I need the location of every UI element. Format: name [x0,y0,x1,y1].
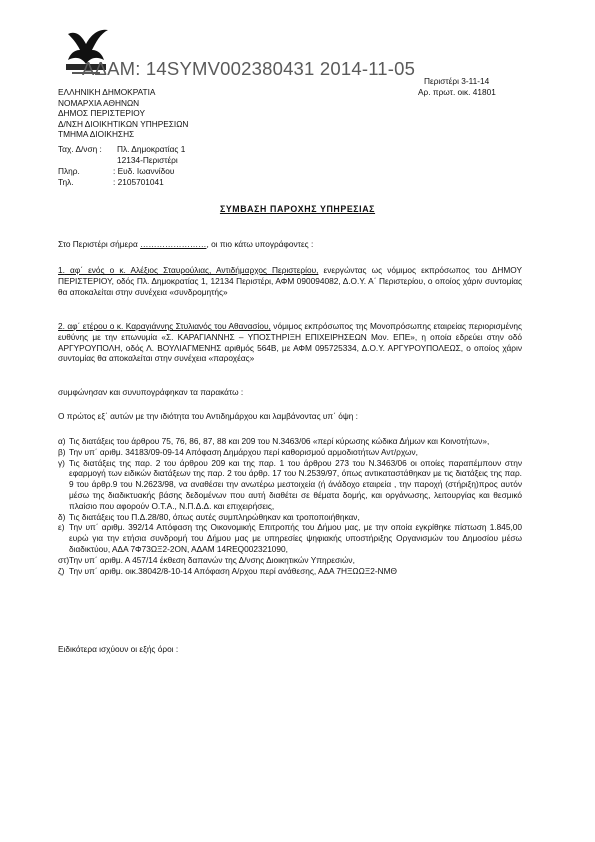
intro-text: , οι πιο κάτω υπογράφοντες : [206,239,314,249]
info-label: Πληρ. [58,166,80,176]
phone-label: Τηλ. [58,177,74,187]
party-number: 1. [58,265,65,275]
phone-value: : 2105701041 [113,177,164,187]
date-place: Περιστέρι 3-11-14 [424,76,490,86]
info-value: : Ευδ. Ιωαννίδου [113,166,175,176]
list-item [58,447,522,458]
list-item [58,436,522,447]
intro-blank: …………………… [140,239,207,249]
address-label: Ταχ. Δ/νση : [58,144,102,154]
considerations-list [58,436,522,576]
list-marker: γ) [58,457,65,468]
list-text: Τις διατάξεις του άρθρου 75, 76, 86, 87, 88 και 209 του Ν.3463/06 «περί κύρωσης κώδικα Δήμων και Κοινοτήτων», [69,436,490,446]
party-1-name: αφ΄ ενός ο κ. Αλέξιος Σταυρούλιας, Αντιδήμαρχος Περιστερίου, [64,265,319,275]
list-item [58,555,522,566]
document-title: ΣΥΜΒΑΣΗ ΠΑΡΟΧΗΣ ΥΠΗΡΕΣΙΑΣ [219,204,376,214]
adam-watermark: ΑΔΑΜ: 14SYMV002380431 2014-11-05 [82,58,416,79]
party-number: 2. [58,321,65,331]
list-marker: ζ) [58,565,65,576]
header-line: ΤΜΗΜΑ ΔΙΟΙΚΗΣΗΣ [58,129,135,140]
first-party-line: Ο πρώτος εξ΄ αυτών με την ιδιότητα του Αντιδημάρχου και λαμβάνοντας υπ΄ όψη : [58,411,358,421]
list-marker: β) [58,446,66,457]
party-1-text: ενεργώντας ως νόμιμος εκπρόσωπος του ΔΗΜΟΥ ΠΕΡΙΣΤΕΡΙΟΥ, οδός Πλ. Δημοκρατίας 1, 12134 Περιστέρι, ΑΦΜ 090094082, Δ.Ο.Υ. Α΄ Περιστερίου, ο οποίος χάριν συντομίας θα αποκαλείται στην συνέχεια «συνδρομητής» [58,265,522,297]
list-text: Τις διατάξεις της παρ. 2 του άρθρου 209 και της παρ. 1 του άρθρου 273 του Ν.3463/06 οι οποίες παραπέμπουν στην εφαρμογή των ειδικών διατάξεων της παρ. 2 του άρθρ. 17 του Ν.2539/97, όπως αντικαταστάθηκαν με τις διατάξεις της παρ. 9 του άρθρ.9 του Ν.2623/98, να αναθέσει την ανωτέρω μεστοιχεία (ή άνάδοχο εταιρεία , την παροχή (στήριξη)προς αυτόν μέσω της διαδικτυακής βάσης δεδομένων που αυτή διαθέτει σε θέματα δομής, και οργάνωσης, λειτουργίας και θεσμικό πλαίσιο που αφορούν Ο.Τ.Α., Ν.Π.Δ.Δ. και επιχειρήσεις, [69,457,522,511]
terms-line: Ειδικότερα ισχύουν οι εξής όροι : [58,644,179,654]
list-text: Την υπ΄ αριθμ. 34183/09-09-14 Απόφαση Δημάρχου περί καθορισμού αρμοδιοτήτων Αντ/ρχων, [69,446,418,457]
address-value: Πλ. Δημοκρατίας 1 [117,144,186,154]
party-2-name: αφ΄ ετέρου ο κ. Καραγιάννης Στυλιανός του Αθανασίου, [64,321,271,331]
list-marker: στ) [58,554,70,565]
header-line: ΕΛΛΗΝΙΚΗ ΔΗΜΟΚΡΑΤΙΑ [58,87,156,97]
list-marker: α) [58,436,66,446]
list-text: Την υπ΄ αριθμ. 392/14 Απόφαση της Οικονομικής Επιτροπής του Δήμου μας, με την οποία εγκρίθηκε πίστωση 1.845,00 ευρώ για την ετήσια συνδρομή του Δήμου μας με υπηρεσίες ψηφιακής υποστήριξης Οργανισμών του Δημοσίου μέσω διαδικτύου, ΑΔΑ 7Φ73ΩΞ2-2ΟΝ, ΑΔΑΜ 14REQ002321090, [69,522,522,554]
header-line: ΔΗΜΟΣ ΠΕΡΙΣΤΕΡΙΟΥ [58,108,145,119]
list-marker: δ) [58,511,66,522]
list-text: Την υπ΄ αριθμ. Α 457/14 έκθεση δαπανών της Δ/νσης Διοικητικών Υπηρεσιών, [69,554,355,565]
party-1-paragraph [58,265,522,297]
list-item [58,512,522,523]
header-line: Δ/ΝΣΗ ΔΙΟΙΚΗΤΙΚΩΝ ΥΠΗΡΕΣΙΩΝ [58,118,189,129]
agreed-line: συμφώνησαν και συνυπογράφηκαν τα παρακάτω : [58,387,244,397]
header-line: ΝΟΜΑΡΧΙΑ ΑΘΗΝΩΝ [58,97,140,108]
list-marker: ε) [58,522,65,533]
list-item [58,566,522,577]
party-2-paragraph [58,321,522,364]
protocol-number: Αρ. πρωτ. οικ. 41801 [418,87,496,97]
list-text: Τις διατάξεις του Π.Δ.28/80, όπως αυτές συμπληρώθηκαν και τροποποιήθηκαν, [69,511,360,522]
list-item [58,522,522,554]
party-2-text: νόμιμος εκπρόσωπος της Μονοπρόσωπης εταιρείας περιορισμένης ευθύνης με την επωνυμία «Σ. ΚΑΡΑΓΙΑΝΝΗΣ – ΥΠΟΣΤΗΡΙΞΗ ΕΠΙΧΕΙΡΗΣΕΩΝ Μον. ΕΠΕ», η οποία εδρεύει στην οδό ΑΡΓΥΡΟΥΠΟΛΗ, οδός Λ. ΒΟΥΛΙΑΓΜΕΝΗΣ αριθμός 564Β, με ΑΦΜ 095725334, Δ.Ο.Υ. ΑΡΓΥΡΟΥΠΟΛΕΩΣ, ο οποίος χάριν συντομίας θα αποκαλείται στην συνέχεια «παροχέας» [58,321,522,364]
list-text: Την υπ΄ αριθμ. οικ.38042/8-10-14 Απόφαση Α/ρχου περί ανάθεσης, ΑΔΑ 7ΗΞΩΩΞ2-ΝΜΘ [69,565,397,576]
intro-line [58,239,522,250]
intro-text: Στο Περιστέρι σήμερα [58,239,141,249]
list-item [58,458,522,512]
address-value: 12134-Περιστέρι [117,155,178,165]
